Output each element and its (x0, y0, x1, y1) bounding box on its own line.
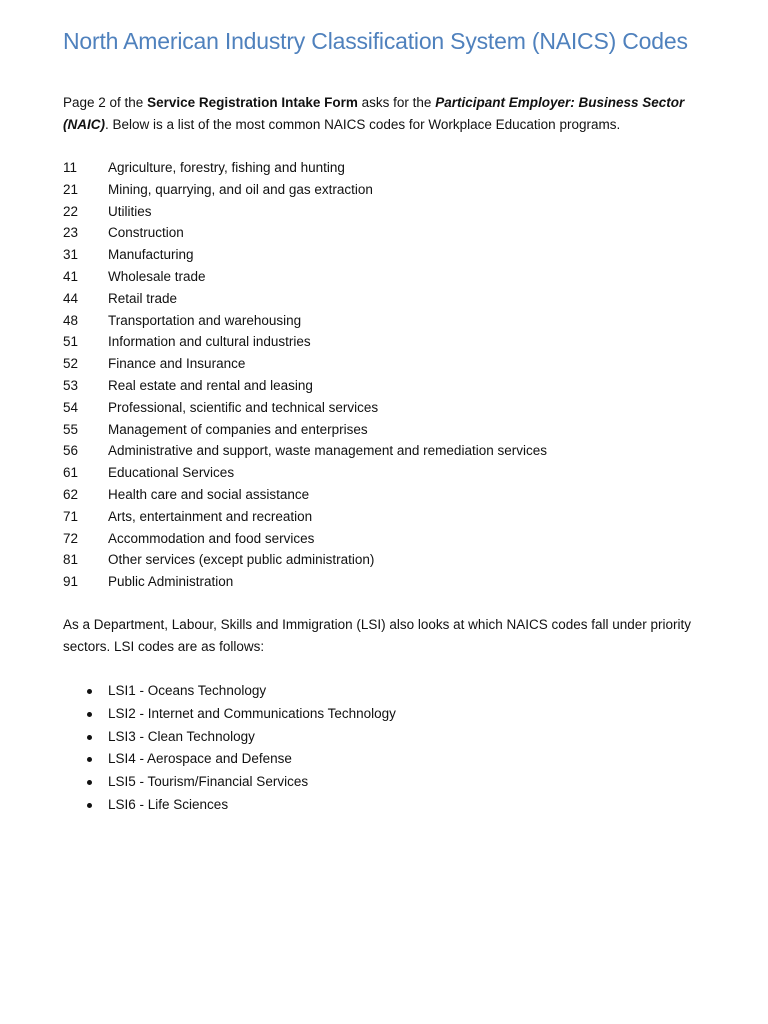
naics-description: Other services (except public administration) (108, 552, 375, 568)
naics-code: 81 (63, 552, 79, 568)
lsi-list-item (63, 748, 396, 771)
naics-code: 31 (63, 247, 79, 263)
naics-code: 44 (63, 290, 79, 306)
intro-paragraph (63, 92, 703, 136)
bullet-icon (63, 726, 108, 749)
naics-description: Management of companies and enterprises (108, 421, 368, 437)
naics-code: 41 (63, 268, 79, 284)
naics-description: Health care and social assistance (108, 486, 310, 502)
lsi-list-item (63, 771, 396, 794)
lsi-code-label: LSI6 - Life Sciences (108, 796, 229, 812)
naics-row (63, 440, 723, 462)
naics-row (63, 375, 723, 397)
naics-row (63, 462, 723, 484)
naics-row (63, 244, 723, 266)
naics-row (63, 288, 723, 310)
naics-code: 48 (63, 312, 79, 328)
naics-row (63, 528, 723, 550)
naics-description: Agriculture, forestry, fishing and hunting (108, 160, 345, 175)
naics-row (63, 331, 723, 353)
intro-text-3: . Below is a list of the most common NAICS codes for Workplace Education programs. (105, 117, 621, 132)
lsi-code-label: LSI3 - Clean Technology (108, 728, 255, 744)
naics-code: 23 (63, 225, 79, 241)
naics-description: Information and cultural industries (108, 334, 311, 350)
naics-code: 55 (63, 421, 79, 437)
bullet-icon (63, 748, 108, 771)
naics-code: 11 (63, 160, 78, 175)
naics-description: Arts, entertainment and recreation (108, 508, 313, 524)
naics-row (63, 266, 723, 288)
bullet-icon (63, 703, 108, 726)
naics-row (63, 353, 723, 375)
naics-code: 22 (63, 203, 79, 219)
naics-row (63, 484, 723, 506)
naics-description: Finance and Insurance (108, 356, 246, 372)
naics-code: 61 (63, 465, 79, 481)
lsi-list-item (63, 794, 396, 817)
naics-description: Utilities (108, 203, 152, 219)
naics-description: Professional, scientific and technical services (108, 399, 379, 415)
lsi-code-label: LSI4 - Aerospace and Defense (108, 751, 292, 767)
naics-description: Real estate and rental and leasing (108, 377, 313, 393)
intro-text-2: asks for the (357, 95, 436, 110)
lsi-code-label: LSI1 - Oceans Technology (108, 683, 267, 698)
naics-row (63, 157, 723, 179)
naics-row (63, 397, 723, 419)
naics-description: Accommodation and food services (108, 530, 315, 546)
naics-description: Manufacturing (108, 247, 194, 263)
naics-code: 91 (63, 574, 79, 590)
bullet-icon (63, 794, 108, 817)
naics-description: Educational Services (108, 465, 235, 481)
naics-row (63, 506, 723, 528)
lsi-list-item (63, 703, 396, 726)
lsi-intro-paragraph: As a Department, Labour, Skills and Immigration (LSI) also looks at which NAICS codes fall under priority sectors. LSI codes are as follows: (63, 617, 692, 654)
lsi-list-item (63, 680, 396, 703)
intro-text-1: Page 2 of the (63, 95, 148, 110)
naics-description: Administrative and support, waste management and remediation services (108, 443, 547, 459)
naics-row (63, 310, 723, 332)
naics-description: Retail trade (108, 290, 178, 306)
naics-description: Transportation and warehousing (108, 312, 302, 328)
naics-code: 72 (63, 530, 79, 546)
naics-code: 53 (63, 377, 79, 393)
lsi-code-label: LSI5 - Tourism/Financial Services (108, 774, 309, 790)
naics-code-list (63, 157, 723, 593)
field-name: Participant Employer: Business Sector (NAIC) (63, 95, 685, 132)
naics-code: 21 (63, 181, 79, 197)
naics-row (63, 549, 723, 571)
lsi-list-item (63, 726, 396, 749)
lsi-code-list (63, 680, 396, 817)
bullet-icon (63, 680, 108, 703)
naics-description: Public Administration (108, 574, 234, 590)
naics-code: 54 (63, 399, 79, 415)
naics-code: 51 (63, 334, 79, 350)
naics-code: 56 (63, 443, 79, 459)
naics-code: 62 (63, 486, 79, 502)
naics-row (63, 222, 723, 244)
naics-description: Mining, quarrying, and oil and gas extraction (108, 181, 373, 197)
naics-code: 71 (63, 508, 79, 524)
page-title: North American Industry Classification System (NAICS) Codes (63, 28, 688, 54)
form-name: Service Registration Intake Form (147, 95, 358, 110)
naics-code: 52 (63, 356, 79, 372)
naics-description: Construction (108, 225, 184, 241)
naics-description: Wholesale trade (108, 268, 206, 284)
naics-row (63, 179, 723, 201)
naics-row (63, 571, 723, 593)
lsi-code-label: LSI2 - Internet and Communications Technology (108, 705, 396, 721)
naics-row (63, 201, 723, 223)
bullet-icon (63, 771, 108, 794)
naics-row (63, 419, 723, 441)
